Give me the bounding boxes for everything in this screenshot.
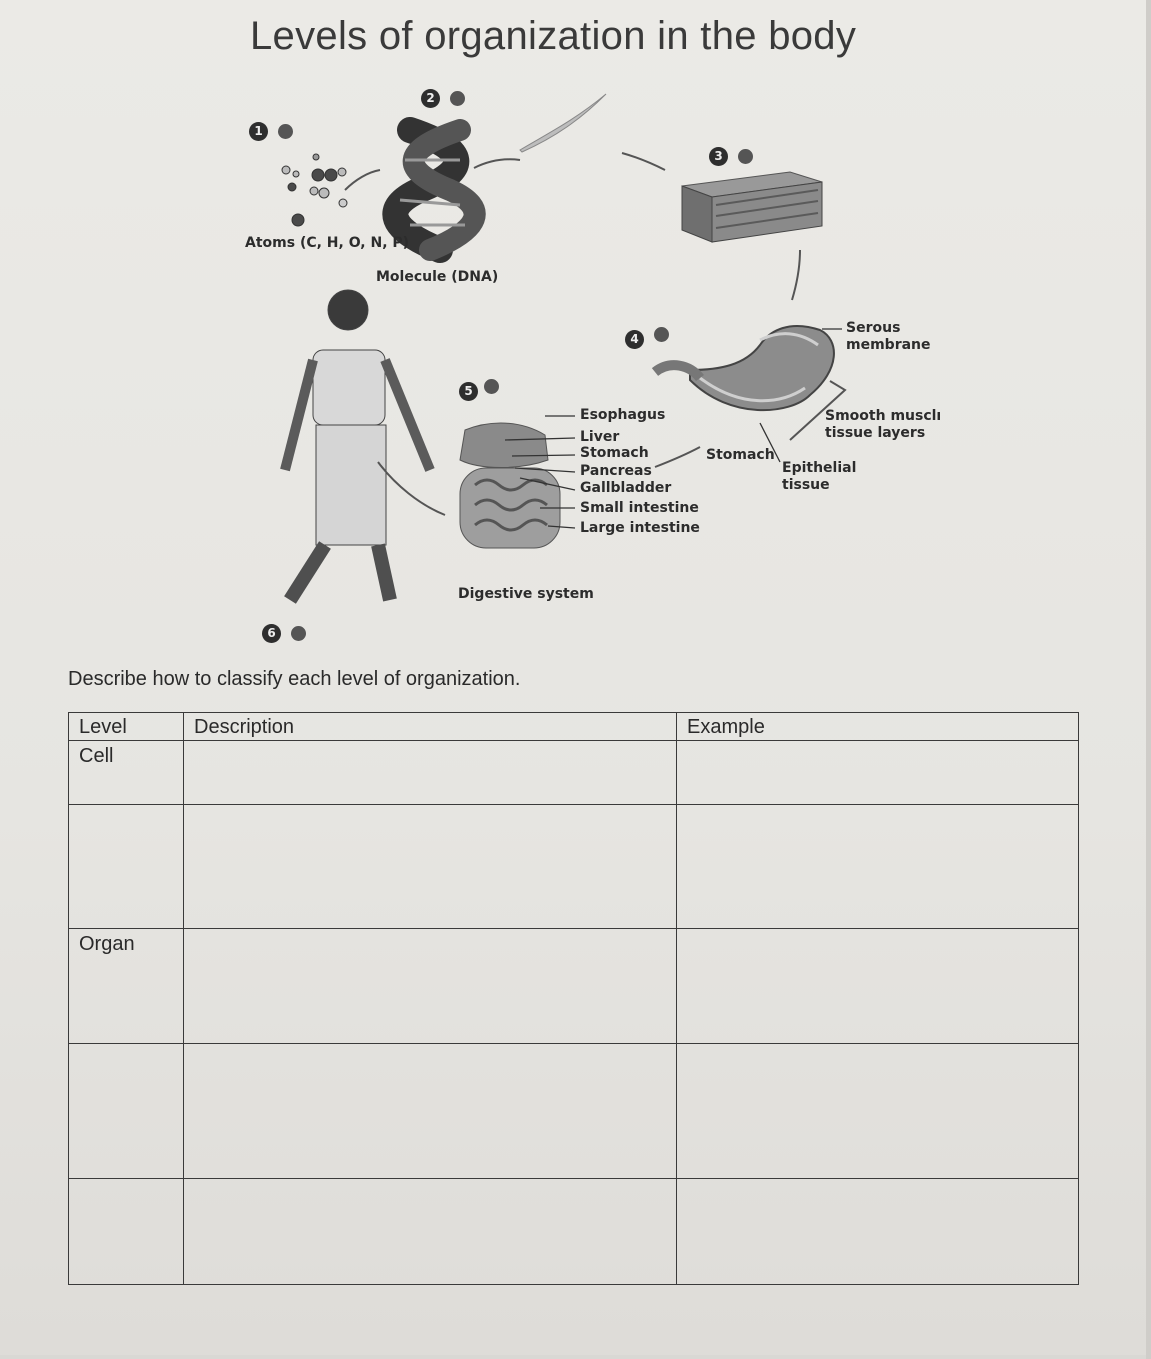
step-1-badge: 1	[249, 122, 268, 141]
diagram-artwork	[0, 0, 1146, 660]
organ-label-liver: Liver	[580, 429, 620, 445]
smooth-muscle-label: Smooth musclı tissue layers	[825, 408, 942, 441]
organ-label-pancreas: Pancreas	[580, 463, 652, 479]
table-row	[69, 1178, 1079, 1284]
level-cell[interactable]	[69, 1178, 184, 1284]
header-level: Level	[69, 713, 184, 741]
description-cell[interactable]	[184, 805, 677, 928]
table-header-row	[69, 713, 1079, 741]
step-2-dot	[450, 91, 465, 106]
example-cell[interactable]	[677, 1044, 1079, 1178]
table-row	[69, 805, 1079, 928]
classification-table	[68, 712, 1079, 1285]
example-cell[interactable]	[677, 741, 1079, 805]
header-example: Example	[677, 713, 1079, 741]
level-cell: Cell	[69, 741, 184, 805]
instructions-prompt: Describe how to classify each level of organization.	[68, 668, 521, 690]
digestive-illustration	[460, 423, 560, 548]
example-cell[interactable]	[677, 928, 1079, 1043]
level-cell[interactable]	[69, 805, 184, 928]
organ-label-small-intestine: Small intestine	[580, 500, 699, 516]
description-cell[interactable]	[184, 741, 677, 805]
organ-label-gallbladder: Gallbladder	[580, 480, 672, 496]
serous-membrane-label: Serous membrane	[846, 320, 931, 353]
organ-label-stomach: Stomach	[580, 445, 649, 461]
molecule-label: Molecule (DNA)	[376, 269, 499, 285]
description-cell[interactable]	[184, 1044, 677, 1178]
example-cell[interactable]	[677, 805, 1079, 928]
atoms-illustration	[282, 154, 347, 226]
page-edge	[1146, 0, 1151, 1359]
header-description: Description	[184, 713, 677, 741]
step-6-dot	[291, 626, 306, 641]
person-illustration	[285, 290, 430, 600]
organization-diagram	[0, 0, 1146, 660]
step-5-dot	[484, 379, 499, 394]
dna-illustration	[395, 130, 474, 250]
stomach-illustration	[655, 326, 834, 410]
stomach-label: Stomach	[706, 447, 775, 463]
table-row	[69, 741, 1079, 805]
example-cell[interactable]	[677, 1178, 1079, 1284]
step-4-badge: 4	[625, 330, 644, 349]
worksheet-title: Levels of organization in the body	[250, 14, 857, 58]
muscle-cell-illustration	[520, 94, 606, 152]
step-3-dot	[738, 149, 753, 164]
step-3-badge: 3	[709, 147, 728, 166]
table-row	[69, 928, 1079, 1043]
epithelial-tissue-label: Epithelial tissue	[782, 460, 857, 493]
step-5-badge: 5	[459, 382, 478, 401]
level-cell[interactable]	[69, 1044, 184, 1178]
organ-label-large-intestine: Large intestine	[580, 520, 700, 536]
step-4-dot	[654, 327, 669, 342]
step-2-badge: 2	[421, 89, 440, 108]
step-1-dot	[278, 124, 293, 139]
organ-label-esophagus: Esophagus	[580, 407, 666, 423]
description-cell[interactable]	[184, 928, 677, 1043]
table-row	[69, 1044, 1079, 1178]
description-cell[interactable]	[184, 1178, 677, 1284]
atoms-label: Atoms (C, H, O, N, P)	[245, 235, 410, 251]
tissue-block-illustration	[682, 172, 822, 242]
step-6-badge: 6	[262, 624, 281, 643]
level-cell: Organ	[69, 928, 184, 1043]
digestive-system-label: Digestive system	[458, 586, 594, 602]
